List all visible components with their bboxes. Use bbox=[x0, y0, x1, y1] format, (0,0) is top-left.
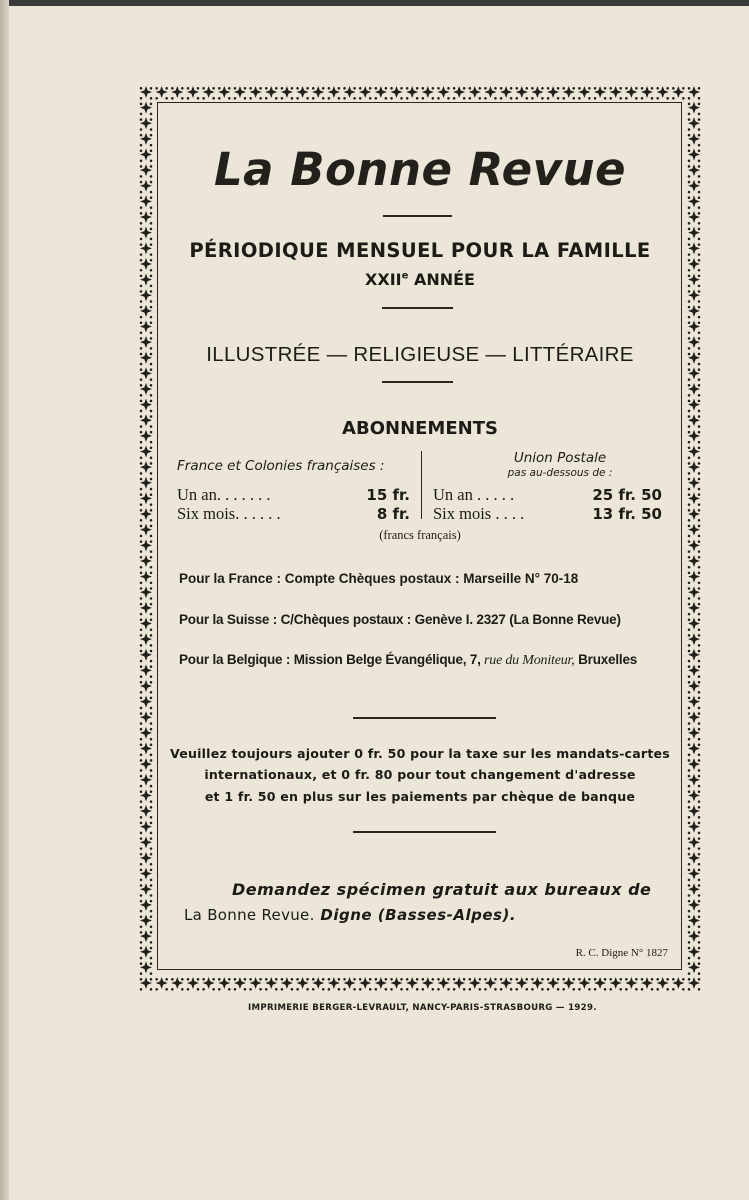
fleuron-ornament bbox=[140, 367, 153, 381]
fleuron-ornament bbox=[155, 977, 168, 991]
fleuron-ornament bbox=[609, 977, 622, 991]
france-label: France et Colonies françaises : bbox=[177, 458, 385, 474]
fleuron-ornament bbox=[688, 524, 701, 538]
union-year-price: 25 fr. 50 bbox=[592, 486, 662, 504]
fleuron-ornament bbox=[453, 977, 466, 991]
fleuron-ornament bbox=[422, 86, 435, 100]
fleuron-ornament bbox=[140, 617, 153, 631]
fleuron-ornament bbox=[140, 743, 153, 757]
fleuron-ornament bbox=[688, 899, 701, 913]
fleuron-ornament bbox=[688, 133, 701, 147]
fleuron-ornament bbox=[594, 977, 607, 991]
fleuron-ornament bbox=[140, 774, 153, 788]
belgique-mission: Pour la Belgique : Mission Belge Évangélique, 7, bbox=[179, 652, 481, 667]
fleuron-ornament bbox=[688, 586, 701, 600]
fleuron-ornament bbox=[140, 149, 153, 163]
fleuron-ornament bbox=[656, 86, 669, 100]
fleuron-ornament bbox=[375, 86, 388, 100]
union-label: Union Postale bbox=[513, 450, 607, 466]
subscriptions-heading: ABONNEMENTS bbox=[342, 418, 498, 439]
fleuron-ornament bbox=[594, 86, 607, 100]
specimen-line-1: Demandez spécimen gratuit aux bureaux de bbox=[232, 880, 652, 899]
fleuron-ornament bbox=[688, 821, 701, 835]
fleuron-ornament bbox=[688, 446, 701, 460]
fleuron-ornament bbox=[359, 977, 372, 991]
fleuron-ornament bbox=[140, 899, 153, 913]
fleuron-ornament bbox=[688, 352, 701, 366]
fleuron-ornament bbox=[688, 227, 701, 241]
fleuron-ornament bbox=[688, 555, 701, 569]
fleuron-ornament bbox=[171, 86, 184, 100]
fleuron-ornament bbox=[140, 383, 153, 397]
fleuron-ornament bbox=[688, 211, 701, 225]
fleuron-ornament bbox=[688, 195, 701, 209]
fleuron-ornament bbox=[140, 211, 153, 225]
currency-note: (francs français) bbox=[379, 528, 461, 542]
fleuron-ornament bbox=[140, 117, 153, 131]
fleuron-ornament bbox=[140, 477, 153, 491]
fleuron-ornament bbox=[688, 274, 701, 288]
fleuron-ornament bbox=[688, 461, 701, 475]
fleuron-ornament bbox=[140, 586, 153, 600]
fleuron-ornament bbox=[500, 977, 513, 991]
fleuron-ornament bbox=[688, 508, 701, 522]
fleuron-ornament bbox=[140, 633, 153, 647]
column-separator bbox=[421, 451, 422, 519]
divider-rule bbox=[353, 717, 496, 719]
divider-rule bbox=[353, 831, 496, 833]
fleuron-ornament bbox=[140, 805, 153, 819]
registry-number: R. C. Digne N° 1827 bbox=[575, 947, 668, 959]
fleuron-ornament bbox=[641, 977, 654, 991]
year-roman: XXII bbox=[365, 270, 402, 289]
fleuron-ornament bbox=[688, 180, 701, 194]
fleuron-ornament bbox=[688, 102, 701, 116]
fleuron-ornament bbox=[140, 227, 153, 241]
fleuron-ornament bbox=[688, 242, 701, 256]
fleuron-ornament bbox=[688, 805, 701, 819]
fleuron-ornament bbox=[281, 86, 294, 100]
fleuron-ornament bbox=[688, 414, 701, 428]
note-line-2: internationaux, et 0 fr. 80 pour tout changement d'adresse bbox=[204, 767, 636, 782]
fleuron-ornament bbox=[140, 930, 153, 944]
fleuron-ornament bbox=[140, 305, 153, 319]
divider-rule bbox=[383, 215, 452, 217]
fleuron-ornament bbox=[140, 868, 153, 882]
fleuron-ornament bbox=[140, 336, 153, 350]
fleuron-ornament bbox=[688, 758, 701, 772]
fleuron-ornament bbox=[515, 977, 528, 991]
fleuron-ornament bbox=[375, 977, 388, 991]
fleuron-ornament bbox=[469, 86, 482, 100]
fleuron-ornament bbox=[688, 305, 701, 319]
fleuron-ornament bbox=[484, 86, 497, 100]
fleuron-ornament bbox=[140, 414, 153, 428]
fleuron-ornament bbox=[437, 977, 450, 991]
fleuron-ornament bbox=[140, 258, 153, 272]
fleuron-ornament bbox=[688, 289, 701, 303]
scan-top-edge bbox=[0, 0, 749, 6]
fleuron-ornament bbox=[688, 477, 701, 491]
fleuron-ornament bbox=[140, 289, 153, 303]
fleuron-ornament bbox=[140, 461, 153, 475]
fleuron-ornament bbox=[578, 86, 591, 100]
fleuron-ornament bbox=[688, 727, 701, 741]
fleuron-ornament bbox=[688, 602, 701, 616]
fleuron-ornament bbox=[406, 86, 419, 100]
fleuron-ornament bbox=[249, 977, 262, 991]
payment-suisse: Pour la Suisse : C/Chèques postaux : Genève I. 2327 (La Bonne Revue) bbox=[179, 612, 621, 627]
fleuron-ornament bbox=[140, 602, 153, 616]
fleuron-ornament bbox=[296, 977, 309, 991]
fleuron-ornament bbox=[296, 86, 309, 100]
belgique-city: Bruxelles bbox=[574, 652, 638, 667]
fleuron-ornament bbox=[672, 86, 685, 100]
fleuron-ornament bbox=[688, 117, 701, 131]
fleuron-ornament bbox=[140, 789, 153, 803]
fleuron-ornament bbox=[688, 633, 701, 647]
fleuron-ornament bbox=[328, 86, 341, 100]
union-sublabel: pas au-dessous de : bbox=[507, 467, 613, 479]
fleuron-ornament bbox=[140, 727, 153, 741]
fleuron-ornament bbox=[140, 195, 153, 209]
fleuron-ornament bbox=[140, 242, 153, 256]
fleuron-ornament bbox=[140, 320, 153, 334]
fleuron-ornament bbox=[140, 399, 153, 413]
note-line-1: Veuillez toujours ajouter 0 fr. 50 pour la taxe sur les mandats-cartes bbox=[169, 746, 670, 761]
fleuron-ornament bbox=[688, 492, 701, 506]
fleuron-ornament bbox=[140, 821, 153, 835]
fleuron-ornament bbox=[140, 571, 153, 585]
fleuron-ornament bbox=[140, 133, 153, 147]
fleuron-ornament bbox=[609, 86, 622, 100]
volume-year bbox=[160, 270, 680, 289]
fleuron-ornament bbox=[140, 492, 153, 506]
fleuron-ornament bbox=[140, 430, 153, 444]
fleuron-ornament bbox=[140, 836, 153, 850]
fleuron-ornament bbox=[328, 977, 341, 991]
fleuron-ornament bbox=[218, 86, 231, 100]
fleuron-ornament bbox=[688, 930, 701, 944]
fleuron-ornament bbox=[688, 711, 701, 725]
fleuron-ornament bbox=[359, 86, 372, 100]
fleuron-ornament bbox=[140, 508, 153, 522]
fleuron-ornament bbox=[140, 180, 153, 194]
journal-title: La Bonne Revue bbox=[214, 143, 626, 196]
specimen-address: Digne (Basses-Alpes). bbox=[314, 906, 517, 924]
fleuron-ornament bbox=[281, 977, 294, 991]
fleuron-ornament bbox=[140, 86, 153, 100]
fleuron-ornament bbox=[140, 664, 153, 678]
note-line-3: et 1 fr. 50 en plus sur les paiements par chèque de banque bbox=[204, 789, 636, 804]
fleuron-ornament bbox=[547, 86, 560, 100]
fleuron-ornament bbox=[547, 977, 560, 991]
fleuron-ornament bbox=[688, 399, 701, 413]
fleuron-ornament bbox=[688, 336, 701, 350]
fleuron-ornament bbox=[140, 883, 153, 897]
belgique-street: rue du Moniteur, bbox=[480, 653, 575, 668]
payment-france: Pour la France : Compte Chèques postaux : Marseille N° 70-18 bbox=[179, 571, 579, 586]
divider-rule bbox=[382, 307, 453, 309]
fleuron-ornament bbox=[688, 680, 701, 694]
fleuron-ornament bbox=[688, 367, 701, 381]
fleuron-ornament bbox=[688, 789, 701, 803]
fleuron-ornament bbox=[437, 86, 450, 100]
fleuron-ornament bbox=[265, 977, 278, 991]
fleuron-ornament bbox=[562, 977, 575, 991]
fleuron-ornament bbox=[688, 164, 701, 178]
fleuron-ornament bbox=[265, 86, 278, 100]
fleuron-ornament bbox=[187, 86, 200, 100]
fleuron-ornament bbox=[688, 961, 701, 975]
fleuron-ornament bbox=[422, 977, 435, 991]
payment-belgique bbox=[179, 652, 637, 669]
fleuron-ornament bbox=[688, 852, 701, 866]
fleuron-ornament bbox=[234, 86, 247, 100]
fleuron-ornament bbox=[202, 86, 215, 100]
france-year-label: Un an. . . . . . . bbox=[177, 485, 271, 504]
fleuron-ornament bbox=[406, 977, 419, 991]
fleuron-ornament bbox=[390, 977, 403, 991]
fleuron-ornament bbox=[140, 649, 153, 663]
fleuron-ornament bbox=[343, 86, 356, 100]
union-half-label: Six mois . . . . bbox=[433, 504, 525, 523]
fleuron-ornament bbox=[140, 539, 153, 553]
fleuron-ornament bbox=[688, 774, 701, 788]
fleuron-ornament bbox=[515, 86, 528, 100]
fleuron-ornament bbox=[500, 86, 513, 100]
fleuron-ornament bbox=[578, 977, 591, 991]
fleuron-ornament bbox=[312, 86, 325, 100]
fleuron-ornament bbox=[171, 977, 184, 991]
fleuron-ornament bbox=[688, 320, 701, 334]
year-superscript: e bbox=[401, 270, 409, 282]
france-half-label: Six mois. . . . . . bbox=[177, 504, 281, 523]
fleuron-ornament bbox=[688, 977, 701, 991]
fleuron-ornament bbox=[562, 86, 575, 100]
fleuron-ornament bbox=[688, 649, 701, 663]
journal-subtitle: PÉRIODIQUE MENSUEL POUR LA FAMILLE bbox=[189, 239, 651, 262]
fleuron-ornament bbox=[218, 977, 231, 991]
fleuron-ornament bbox=[688, 86, 701, 100]
fleuron-ornament bbox=[140, 977, 153, 991]
title-page-content bbox=[160, 105, 680, 967]
fleuron-ornament bbox=[531, 86, 544, 100]
divider-rule bbox=[382, 381, 453, 383]
fleuron-ornament bbox=[688, 539, 701, 553]
fleuron-ornament bbox=[140, 946, 153, 960]
fleuron-ornament bbox=[187, 977, 200, 991]
printer-imprint: IMPRIMERIE BERGER-LEVRAULT, NANCY-PARIS-STRASBOURG — 1929. bbox=[248, 1003, 597, 1013]
fleuron-ornament bbox=[688, 743, 701, 757]
fleuron-ornament bbox=[469, 977, 482, 991]
journal-name-inline: La Bonne Revue. bbox=[184, 906, 315, 924]
fleuron-ornament bbox=[688, 946, 701, 960]
fleuron-ornament bbox=[625, 977, 638, 991]
fleuron-ornament bbox=[140, 852, 153, 866]
fleuron-ornament bbox=[672, 977, 685, 991]
fleuron-ornament bbox=[140, 164, 153, 178]
fleuron-ornament bbox=[140, 352, 153, 366]
specimen-line-2 bbox=[184, 906, 516, 925]
fleuron-ornament bbox=[140, 555, 153, 569]
fleuron-ornament bbox=[140, 446, 153, 460]
france-half-price: 8 fr. bbox=[376, 505, 410, 523]
page-gutter-shadow bbox=[0, 0, 9, 1200]
fleuron-ornament bbox=[688, 149, 701, 163]
year-word: ANNÉE bbox=[408, 270, 475, 289]
fleuron-ornament bbox=[140, 524, 153, 538]
fleuron-ornament bbox=[202, 977, 215, 991]
fleuron-ornament bbox=[688, 914, 701, 928]
fleuron-ornament bbox=[688, 571, 701, 585]
fleuron-ornament bbox=[140, 680, 153, 694]
journal-tagline: ILLUSTRÉE — RELIGIEUSE — LITTÉRAIRE bbox=[206, 343, 634, 366]
fleuron-ornament bbox=[531, 977, 544, 991]
fleuron-ornament bbox=[140, 274, 153, 288]
fleuron-ornament bbox=[688, 883, 701, 897]
union-year-label: Un an . . . . . bbox=[433, 485, 515, 504]
fleuron-ornament bbox=[453, 86, 466, 100]
fleuron-ornament bbox=[249, 86, 262, 100]
fleuron-ornament bbox=[140, 961, 153, 975]
fleuron-ornament bbox=[390, 86, 403, 100]
fleuron-ornament bbox=[688, 383, 701, 397]
fleuron-ornament bbox=[625, 86, 638, 100]
fleuron-ornament bbox=[688, 258, 701, 272]
fleuron-ornament bbox=[641, 86, 654, 100]
fleuron-ornament bbox=[140, 696, 153, 710]
fleuron-ornament bbox=[484, 977, 497, 991]
fleuron-ornament bbox=[343, 977, 356, 991]
france-year-price: 15 fr. bbox=[366, 486, 410, 504]
fleuron-ornament bbox=[688, 664, 701, 678]
fleuron-ornament bbox=[140, 711, 153, 725]
fleuron-ornament bbox=[688, 430, 701, 444]
fleuron-ornament bbox=[688, 617, 701, 631]
fleuron-ornament bbox=[155, 86, 168, 100]
fleuron-ornament bbox=[688, 868, 701, 882]
fleuron-ornament bbox=[688, 696, 701, 710]
fleuron-ornament bbox=[234, 977, 247, 991]
fleuron-ornament bbox=[312, 977, 325, 991]
fleuron-ornament bbox=[688, 836, 701, 850]
fleuron-ornament bbox=[656, 977, 669, 991]
fleuron-ornament bbox=[140, 914, 153, 928]
union-half-price: 13 fr. 50 bbox=[592, 505, 662, 523]
fleuron-ornament bbox=[140, 758, 153, 772]
fleuron-ornament bbox=[140, 102, 153, 116]
